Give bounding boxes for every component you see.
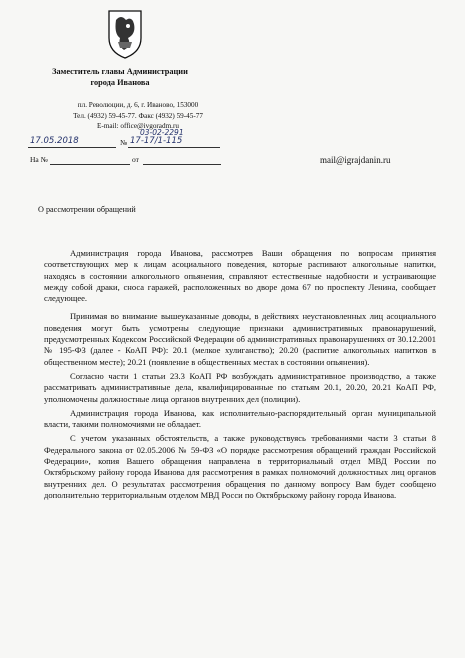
handwritten-date: 17.05.2018 (30, 136, 79, 146)
paragraph: Администрация города Иванова, как исполнительно-распорядительный орган муниципальной власти, такими полномочиями не обладает. (44, 407, 436, 430)
from-label: от (132, 155, 139, 164)
title-line-1: Заместитель главы Администрации (52, 67, 188, 76)
letter-body (44, 248, 436, 504)
number-label: № (120, 138, 128, 147)
paragraph: С учетом указанных обстоятельств, а также руководствуясь требованиями части 3 статьи 8 Федерального закона от 02.05.2006 № 59-ФЗ «О порядке рассмотрения обращений граждан Российской Федерации», копия Вашего обращения направлена в территориальный отдел МВД России по Октябрьскому району города Иванова для рассмотрения в рамках полномочий должностных лиц органов внутренних дел. О результатах рассмотрения обращения по данному вопросу Вам будет сообщено дополнительно территориальным отделом МВД Росси по Октябрьскому району города Иванова. (44, 433, 436, 500)
number-underline (128, 147, 220, 148)
address-line-2: Тел. (4932) 59-45-77. Факс (4932) 59-45-77 (73, 111, 203, 120)
date-underline (28, 147, 116, 148)
address-line-1: пл. Революции, д. 6, г. Иваново, 153000 (77, 101, 199, 109)
title-line-2: города Иванова (90, 78, 150, 87)
address-line-3: E-mail: office@ivgoradm.ru (97, 122, 179, 130)
on-number-underline (50, 164, 130, 165)
letter-subject: О рассмотрении обращений (38, 205, 136, 214)
on-number-label: На № (30, 155, 48, 164)
paragraph: Принимая во внимание вышеуказанные доводы, в действиях неустановленных лиц асоциального поведения могут быть усмотрены следующие признаки административных правонарушений, предусмотренных Кодексом Российской Федерации об административных правонарушениях от 30.12.2001 № 195-ФЗ (далее - КоАП РФ): 20.1 (мелкое хулиганство); 20.20 (распитие алкогольных напитков в общественном месте); 20.21 (появление в общественных местах в состоянии опьянения). (44, 311, 436, 367)
city-emblem-icon (106, 8, 144, 60)
paragraph: Администрация города Иванова, рассмотрев Ваши обращения по вопросам принятия соответствующих мер к лицам асоциального поведения, которые распивают алкогольные напитки, находясь в состоянии алкогольного опьянения, справляют естественные надобности и устраивающие между собой драки, сноса гаражей, расположенных во дворе дома 67 по проспекту Ленина, сообщает следующее. (44, 248, 436, 304)
paragraph: Согласно части 1 статьи 23.3 КоАП РФ возбуждать административное производство, а также рассматривать административные дела, квалифицированные по статьям 20.1, 20.20, 20.21 КоАП РФ, уполномочены должностные лица органов внутренних дел (полиции). (44, 370, 436, 404)
recipient-email[interactable]: mail@igrajdanin.ru (320, 155, 391, 165)
handwritten-number: 17-17/1-115 (130, 136, 183, 146)
contact-address (48, 100, 228, 132)
from-underline (143, 164, 221, 165)
official-title (30, 66, 210, 88)
handwritten-number-top: 03-02-2291 (140, 128, 184, 137)
